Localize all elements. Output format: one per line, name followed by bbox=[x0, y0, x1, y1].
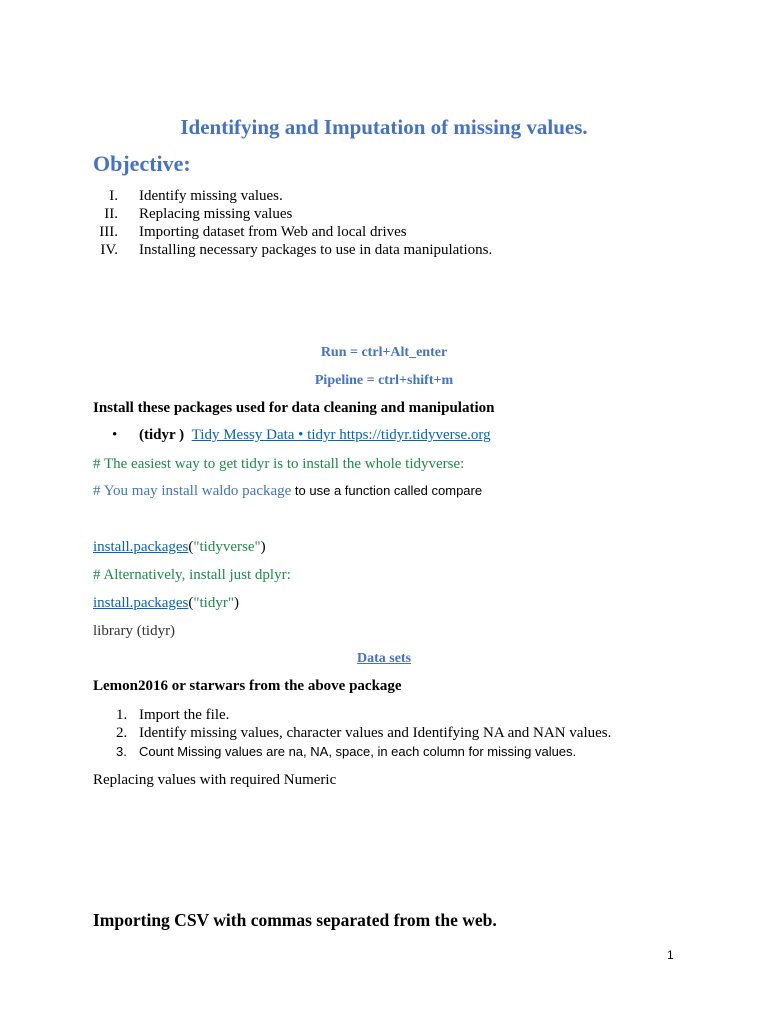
string-literal: "tidyr" bbox=[193, 595, 234, 611]
install-heading: Install these packages used for data cleaning and manipulation bbox=[93, 400, 495, 416]
list-marker: I. bbox=[109, 188, 118, 204]
code-line: library (tidyr) bbox=[93, 623, 176, 639]
objective-heading: Objective: bbox=[93, 151, 191, 176]
paren: ( bbox=[188, 539, 194, 555]
list-marker: IV. bbox=[100, 242, 118, 258]
page-title: Identifying and Imputation of missing values. bbox=[180, 115, 588, 139]
bullet-label: (tidyr ) bbox=[139, 427, 185, 443]
bullet-icon: • bbox=[112, 427, 118, 443]
tidyr-link[interactable]: Tidy Messy Data • tidyr https://tidyr.tidyverse.org bbox=[191, 427, 491, 443]
code-comment: # The easiest way to get tidyr is to install the whole tidyverse: bbox=[93, 456, 465, 472]
list-marker: III. bbox=[99, 224, 118, 240]
bullet-item-tidyr bbox=[112, 427, 491, 444]
string-literal: "tidyverse" bbox=[193, 539, 261, 555]
code-line bbox=[93, 595, 239, 612]
objective-text: Identify missing values. bbox=[139, 188, 283, 204]
step-text: Count Missing values are na, NA, space, in each column for missing values. bbox=[139, 744, 577, 759]
paren: ) bbox=[233, 595, 239, 611]
objective-text: Importing dataset from Web and local drives bbox=[139, 224, 407, 240]
datasets-heading[interactable]: Data sets bbox=[356, 651, 412, 666]
code-comment: # Alternatively, install just dplyr: bbox=[93, 567, 291, 583]
function-link[interactable]: install.packages bbox=[93, 539, 189, 555]
step-text: Identify missing values, character values and Identifying NA and NAN values. bbox=[139, 725, 612, 741]
importing-heading: Importing CSV with commas separated from the web. bbox=[93, 910, 497, 930]
code-comment bbox=[93, 483, 482, 500]
step-text: Import the file. bbox=[139, 707, 230, 723]
list-marker: 3. bbox=[116, 744, 127, 759]
list-marker: II. bbox=[104, 206, 118, 222]
run-shortcut: Run = ctrl+Alt_enter bbox=[320, 345, 448, 360]
code-line bbox=[93, 539, 266, 556]
replacing-line: Replacing values with required Numeric bbox=[93, 772, 337, 788]
paren: ) bbox=[260, 539, 266, 555]
lemon-heading: Lemon2016 or starwars from the above package bbox=[93, 678, 402, 694]
objective-text: Installing necessary packages to use in data manipulations. bbox=[139, 242, 493, 258]
comment-blue-text: # You may install waldo package bbox=[93, 483, 292, 499]
paren: ( bbox=[188, 595, 194, 611]
comment-black-text: to use a function called compare bbox=[291, 483, 483, 498]
pipeline-shortcut: Pipeline = ctrl+shift+m bbox=[314, 373, 454, 388]
list-marker: 2. bbox=[116, 725, 128, 741]
function-link[interactable]: install.packages bbox=[93, 595, 189, 611]
page-number: 1 bbox=[667, 948, 674, 962]
list-marker: 1. bbox=[116, 707, 128, 723]
objective-text: Replacing missing values bbox=[139, 206, 293, 222]
